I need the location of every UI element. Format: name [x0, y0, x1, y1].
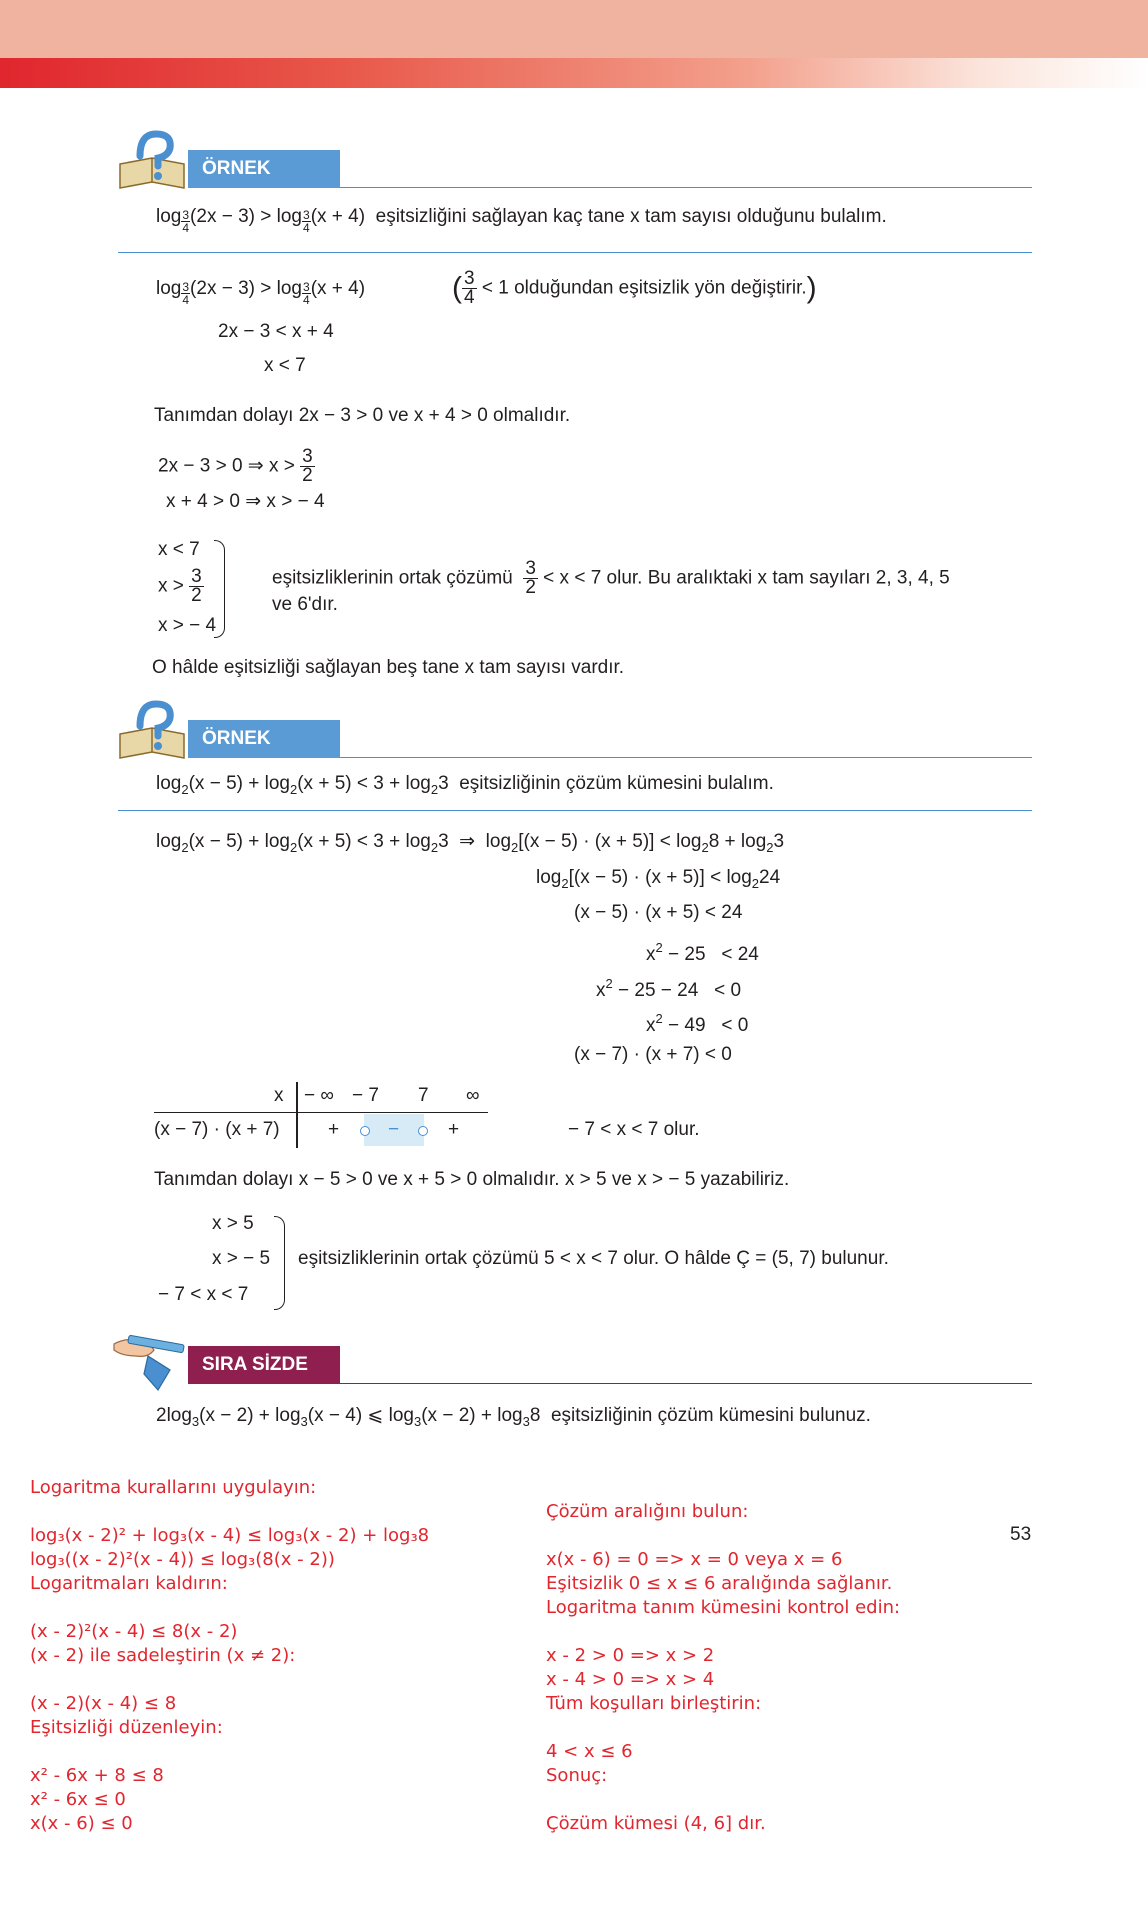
hw-line: log₃((x - 2)²(x - 4)) ≤ log₃(8(x - 2)) — [30, 1549, 335, 1570]
solution-step-3: (x − 5) · (x + 5) < 24 — [574, 902, 743, 923]
header-rule — [340, 1383, 1032, 1384]
hw-line: Tüm koşulları birleştirin: — [546, 1693, 762, 1714]
system-brace — [274, 1216, 285, 1310]
header-rule — [340, 757, 1032, 758]
step-linear: 2x − 3 < x + 4 — [218, 321, 334, 342]
exercise-statement: $2\log_3(x - 2) + \log_3(x - 4)$ ⩽ $\log_3(x - 2) + \log_38$ eşitsizliğinin çözüm kümesini bulunuz. — [156, 1405, 871, 1429]
top-banner — [0, 0, 1148, 58]
sign-table-sign: + — [448, 1119, 460, 1140]
step-result: x < 7 — [264, 355, 306, 376]
hw-line — [546, 1620, 900, 1644]
hw-line: 4 < x ≤ 6 — [546, 1741, 633, 1762]
sign-table-hline — [154, 1112, 488, 1113]
system-line-2: x > − 5 — [212, 1248, 271, 1269]
solution-step-1: $\log_2(x - 5) + \log_2(x + 5) < 3 + \log_23$ ⇒ $\log_2[(x - 5) \cdot (x + 5)] < \log_28 + \log_23$ — [156, 831, 785, 855]
hw-line: x(x - 6) ≤ 0 — [30, 1813, 133, 1834]
handwritten-solution-left — [30, 1476, 429, 1836]
conclusion: O hâlde eşitsizliği sağlayan beş tane x tam sayısı vardır. — [152, 657, 625, 678]
hw-line — [30, 1740, 429, 1764]
hw-line: (x - 2)²(x - 4) ≤ 8(x - 2) — [30, 1621, 238, 1642]
open-endpoint-marker — [360, 1126, 370, 1136]
domain-condition: Tanımdan dolayı x − 5 > 0 ve x + 5 > 0 olmalıdır. x > 5 ve x > − 5 yazabiliriz. — [154, 1169, 790, 1190]
hw-line — [30, 1500, 429, 1524]
final-solution: eşitsizliklerinin ortak çözümü 5 < x < 7 olur. O hâlde Ç = (5, 7) bulunur. — [298, 1248, 889, 1269]
hw-line — [546, 1716, 900, 1740]
system-line-3: − 7 < x < 7 — [158, 1284, 249, 1305]
direction-note: ( $\frac{3}{4}$ < 1 olduğundan eşitsizlik yön değiştirir.) — [452, 268, 817, 308]
sign-table-val: ∞ — [466, 1085, 480, 1106]
header-rule — [340, 187, 1032, 188]
hw-line: Eşitsizliği düzenleyin: — [30, 1717, 223, 1738]
problem-statement: log $\frac{3}{4}$ (2x − 3) > log $\frac{3}{4}$ (x + 4) eşitsizliğini sağlayan kaç tane x tam sayısı olduğunu bulalım. — [156, 206, 887, 235]
sign-table-val: − 7 — [352, 1085, 379, 1106]
hw-line: Logaritma tanım kümesini kontrol edin: — [546, 1597, 901, 1618]
common-solution-cont: ve 6'dır. — [272, 594, 338, 615]
page-number: 53 — [1010, 1524, 1032, 1545]
solution-step-2: $\log_2[(x - 5) \cdot (x + 5)] < \log_224$ — [536, 867, 781, 891]
hw-line: Çözüm kümesi (4, 6] dır. — [546, 1813, 766, 1834]
solution-step-5: $x^2 - 25 - 24 < 0$ — [596, 976, 742, 1001]
system-brace — [214, 540, 225, 638]
example-header: ÖRNEK — [188, 720, 340, 758]
system-line-1: x < 7 — [158, 539, 200, 560]
pencil-hand-icon — [108, 1330, 188, 1399]
hw-line: x² - 6x + 8 ≤ 8 — [30, 1765, 164, 1786]
hw-line: Sonuç: — [546, 1765, 608, 1786]
hw-line: x - 2 > 0 => x > 2 — [546, 1645, 715, 1666]
hw-line: x(x - 6) = 0 => x = 0 veya x = 6 — [546, 1549, 843, 1570]
hw-line: Eşitsizlik 0 ≤ x ≤ 6 aralığında sağlanır. — [546, 1573, 893, 1594]
hw-line: Logaritma kurallarını uygulayın: — [30, 1477, 317, 1498]
common-solution: eşitsizliklerinin ortak çözümü $\frac{3}{2}$ < x < 7 olur. Bu aralıktaki x tam sayıları 2, 3, 4, 5 — [272, 558, 950, 598]
system-line-3: x > − 4 — [158, 615, 217, 636]
domain-step-1: 2x − 3 > 0 ⇒ x > $\frac{3}{2}$ — [158, 446, 313, 486]
sign-table-x: x — [274, 1085, 284, 1106]
hw-line: log₃(x - 2)² + log₃(x - 4) ≤ log₃(x - 2) + log₃8 — [30, 1525, 430, 1546]
handwritten-solution-right — [546, 1500, 900, 1836]
book-question-icon — [116, 130, 188, 197]
hw-line: Logaritmaları kaldırın: — [30, 1573, 228, 1594]
hw-line: (x - 2) ile sadeleştirin (x ≠ 2): — [30, 1645, 296, 1666]
sira-sizde-header: SIRA SİZDE — [188, 1346, 340, 1384]
divider — [118, 252, 1032, 253]
system-line-2: x > $\frac{3}{2}$ — [158, 566, 202, 606]
hw-line — [30, 1668, 429, 1692]
problem-statement: $\log_2(x - 5) + \log_2(x + 5) < 3 + \log_23$ eşitsizliğinin çözüm kümesini bulalım. — [156, 773, 774, 797]
hw-line: x - 4 > 0 => x > 4 — [546, 1669, 715, 1690]
step-log-inequality: log $\frac{3}{4}$ (2x − 3) > log $\frac{3}{4}$ (x + 4) — [156, 278, 366, 307]
hw-line: x² - 6x ≤ 0 — [30, 1789, 126, 1810]
sign-table-result: − 7 < x < 7 olur. — [568, 1119, 700, 1140]
domain-condition: Tanımdan dolayı 2x − 3 > 0 ve x + 4 > 0 olmalıdır. — [154, 405, 571, 426]
sign-table-vline — [296, 1082, 298, 1148]
solution-step-4: $x^2 - 25 < 24$ — [646, 940, 759, 965]
hw-line — [30, 1596, 429, 1620]
system-line-1: x > 5 — [212, 1213, 254, 1234]
domain-step-2: x + 4 > 0 ⇒ x > − 4 — [166, 491, 325, 512]
sign-table-expr: (x − 7) · (x + 7) — [154, 1119, 280, 1140]
sign-table-sign: + — [328, 1119, 340, 1140]
hw-line — [546, 1524, 900, 1548]
solution-step-7: (x − 7) · (x + 7) < 0 — [574, 1044, 732, 1065]
book-question-icon — [116, 700, 188, 767]
example-header: ÖRNEK — [188, 150, 340, 188]
hw-line — [546, 1788, 900, 1812]
divider — [118, 810, 1032, 811]
hw-line: (x - 2)(x - 4) ≤ 8 — [30, 1693, 177, 1714]
top-gradient-stripe — [0, 58, 1148, 88]
sign-table-sign: − — [388, 1119, 400, 1140]
sign-table-val: 7 — [418, 1085, 429, 1106]
open-endpoint-marker — [418, 1126, 428, 1136]
hw-line: Çözüm aralığını bulun: — [546, 1501, 749, 1522]
sign-table-val: − ∞ — [304, 1085, 334, 1106]
solution-step-6: $x^2 - 49 < 0$ — [646, 1011, 749, 1036]
